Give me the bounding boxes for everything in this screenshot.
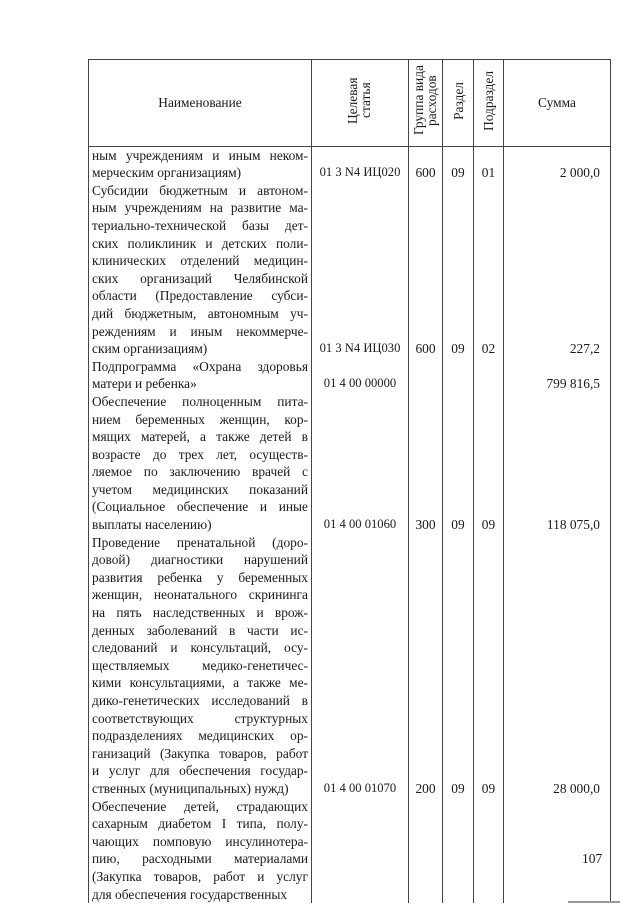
row-name-line: и услуг для обеспечения государ- bbox=[92, 763, 308, 779]
row-name-line: мерческим организациям) bbox=[92, 165, 242, 181]
row-name-line: Субсидии бюджетным и автоном- bbox=[92, 182, 308, 198]
row-sum: 227,2 bbox=[504, 182, 611, 358]
header-sum: Сумма bbox=[504, 60, 611, 147]
row-name-cell bbox=[89, 146, 312, 182]
row-name-line: следований и консультаций, осу- bbox=[92, 640, 308, 656]
row-name-line: кими консультациями, а также ме- bbox=[92, 675, 308, 691]
row-target-article: 01 4 00 01060 bbox=[312, 393, 409, 534]
row-section bbox=[443, 358, 474, 393]
row-name-line: соответствующих структурных bbox=[92, 710, 308, 726]
row-name-line: Проведение пренатальной (доро- bbox=[92, 534, 308, 550]
row-subsection bbox=[474, 358, 504, 393]
row-name-line: области (Предоставление субси- bbox=[92, 288, 308, 304]
row-name-line: сахарным диабетом I типа, полу- bbox=[92, 816, 308, 832]
row-name-line: териально-технической базы дет- bbox=[92, 217, 308, 233]
row-name-line: Обеспечение детей, страдающих bbox=[92, 798, 308, 814]
row-subsection: 09 bbox=[474, 393, 504, 534]
row-section: 09 bbox=[443, 534, 474, 798]
row-name-line: развития ребенка у беременных bbox=[92, 569, 308, 585]
row-name-cell bbox=[89, 182, 312, 358]
row-name-line: ным учреждениям на развитие ма- bbox=[92, 200, 308, 216]
row-expense-group bbox=[409, 798, 443, 904]
table-row bbox=[89, 798, 611, 904]
row-section: 09 bbox=[443, 146, 474, 182]
row-expense-group: 600 bbox=[409, 146, 443, 182]
row-section bbox=[443, 798, 474, 904]
row-name-line: подразделениях медицинских ор- bbox=[92, 728, 308, 744]
row-name-line: дико-генетических исследований в bbox=[92, 693, 308, 708]
row-name-line: ских организаций Челябинской bbox=[92, 270, 308, 286]
row-name-line: ским организациям) bbox=[92, 341, 208, 357]
row-section: 09 bbox=[443, 182, 474, 358]
row-name-line: дий бюджетным, автономным уч- bbox=[92, 305, 308, 321]
row-subsection bbox=[474, 798, 504, 904]
row-name-line: пию, расходными материалами bbox=[92, 851, 308, 867]
row-name-line: выплаты населению) bbox=[92, 517, 212, 533]
table-row bbox=[89, 393, 611, 534]
row-subsection: 09 bbox=[474, 534, 504, 798]
header-target-article: Целевая статья bbox=[312, 60, 409, 147]
row-target-article: 01 4 00 00000 bbox=[312, 358, 409, 393]
row-section: 09 bbox=[443, 393, 474, 534]
row-name-cell bbox=[89, 393, 312, 534]
row-target-article bbox=[312, 798, 409, 904]
row-target-article: 01 4 00 01070 bbox=[312, 534, 409, 798]
header-subsection: Подраздел bbox=[474, 60, 504, 147]
row-name-line: довой) диагностики нарушений bbox=[92, 552, 308, 568]
page-number: 107 bbox=[582, 851, 603, 866]
page-edge-mark bbox=[568, 901, 620, 903]
header-expense-group: Группа вида расходов bbox=[409, 60, 443, 147]
row-name-line: денных заболеваний в части ис- bbox=[92, 622, 308, 638]
row-expense-group: 300 bbox=[409, 393, 443, 534]
row-name-cell bbox=[89, 798, 312, 904]
row-name-line: матери и ребенка» bbox=[92, 376, 197, 392]
row-name-line: возрасте до трех лет, осуществ- bbox=[92, 446, 308, 462]
table-row bbox=[89, 358, 611, 393]
row-name-line: ным учреждениям и иным неком- bbox=[92, 147, 308, 163]
row-name-line: ществляемых медико-генетичес- bbox=[92, 657, 308, 673]
row-subsection: 02 bbox=[474, 182, 504, 358]
row-subsection: 01 bbox=[474, 146, 504, 182]
row-name-line: реждениям и иным некоммерче- bbox=[92, 323, 308, 339]
row-name-line: клинических отделений медицин- bbox=[92, 253, 308, 269]
row-sum: 799 816,5 bbox=[504, 358, 611, 393]
row-name-cell bbox=[89, 534, 312, 798]
row-name-line: ских поликлиник и детских поли- bbox=[92, 235, 308, 251]
row-target-article: 01 3 N4 ИЦ030 bbox=[312, 182, 409, 358]
row-name-line: мящих матерей, а также детей в bbox=[92, 429, 308, 445]
row-name-line: на пять наследственных и врож- bbox=[92, 605, 308, 621]
row-name-line: (Социальное обеспечение и иные bbox=[92, 499, 308, 515]
header-name: Наименование bbox=[89, 60, 312, 147]
header-section: Раздел bbox=[443, 60, 474, 147]
table-row bbox=[89, 146, 611, 182]
row-target-article: 01 3 N4 ИЦ020 bbox=[312, 146, 409, 182]
table-row bbox=[89, 182, 611, 358]
row-name-line: ганизаций (Закупка товаров, работ bbox=[92, 745, 308, 761]
row-name-line: женщин, неонатального скрининга bbox=[92, 587, 308, 603]
row-sum: 2 000,0 bbox=[504, 146, 611, 182]
row-name-line: учетом медицинских показаний bbox=[92, 481, 308, 497]
row-name-line: Подпрограмма «Охрана здоровья bbox=[92, 358, 308, 374]
table-header-row bbox=[89, 60, 611, 147]
table-body bbox=[89, 146, 611, 903]
row-name-line: чающих помповую инсулинотера- bbox=[92, 833, 308, 849]
row-sum: 28 000,0 bbox=[504, 534, 611, 798]
row-expense-group bbox=[409, 358, 443, 393]
row-expense-group: 600 bbox=[409, 182, 443, 358]
row-name-line: Обеспечение полноценным пита- bbox=[92, 393, 308, 409]
row-name-line: ственных (муниципальных) нужд) bbox=[92, 780, 289, 796]
row-expense-group: 200 bbox=[409, 534, 443, 798]
table-row bbox=[89, 534, 611, 798]
row-sum: 118 075,0 bbox=[504, 393, 611, 534]
row-name-cell bbox=[89, 358, 312, 393]
row-name-line: для обеспечения государственных bbox=[92, 886, 288, 902]
row-name-line: (Закупка товаров, работ и услуг bbox=[92, 868, 308, 884]
budget-table bbox=[88, 59, 611, 903]
row-name-line: нием беременных женщин, кор- bbox=[92, 411, 308, 427]
row-name-line: ляемое по заключению врачей с bbox=[92, 464, 308, 480]
